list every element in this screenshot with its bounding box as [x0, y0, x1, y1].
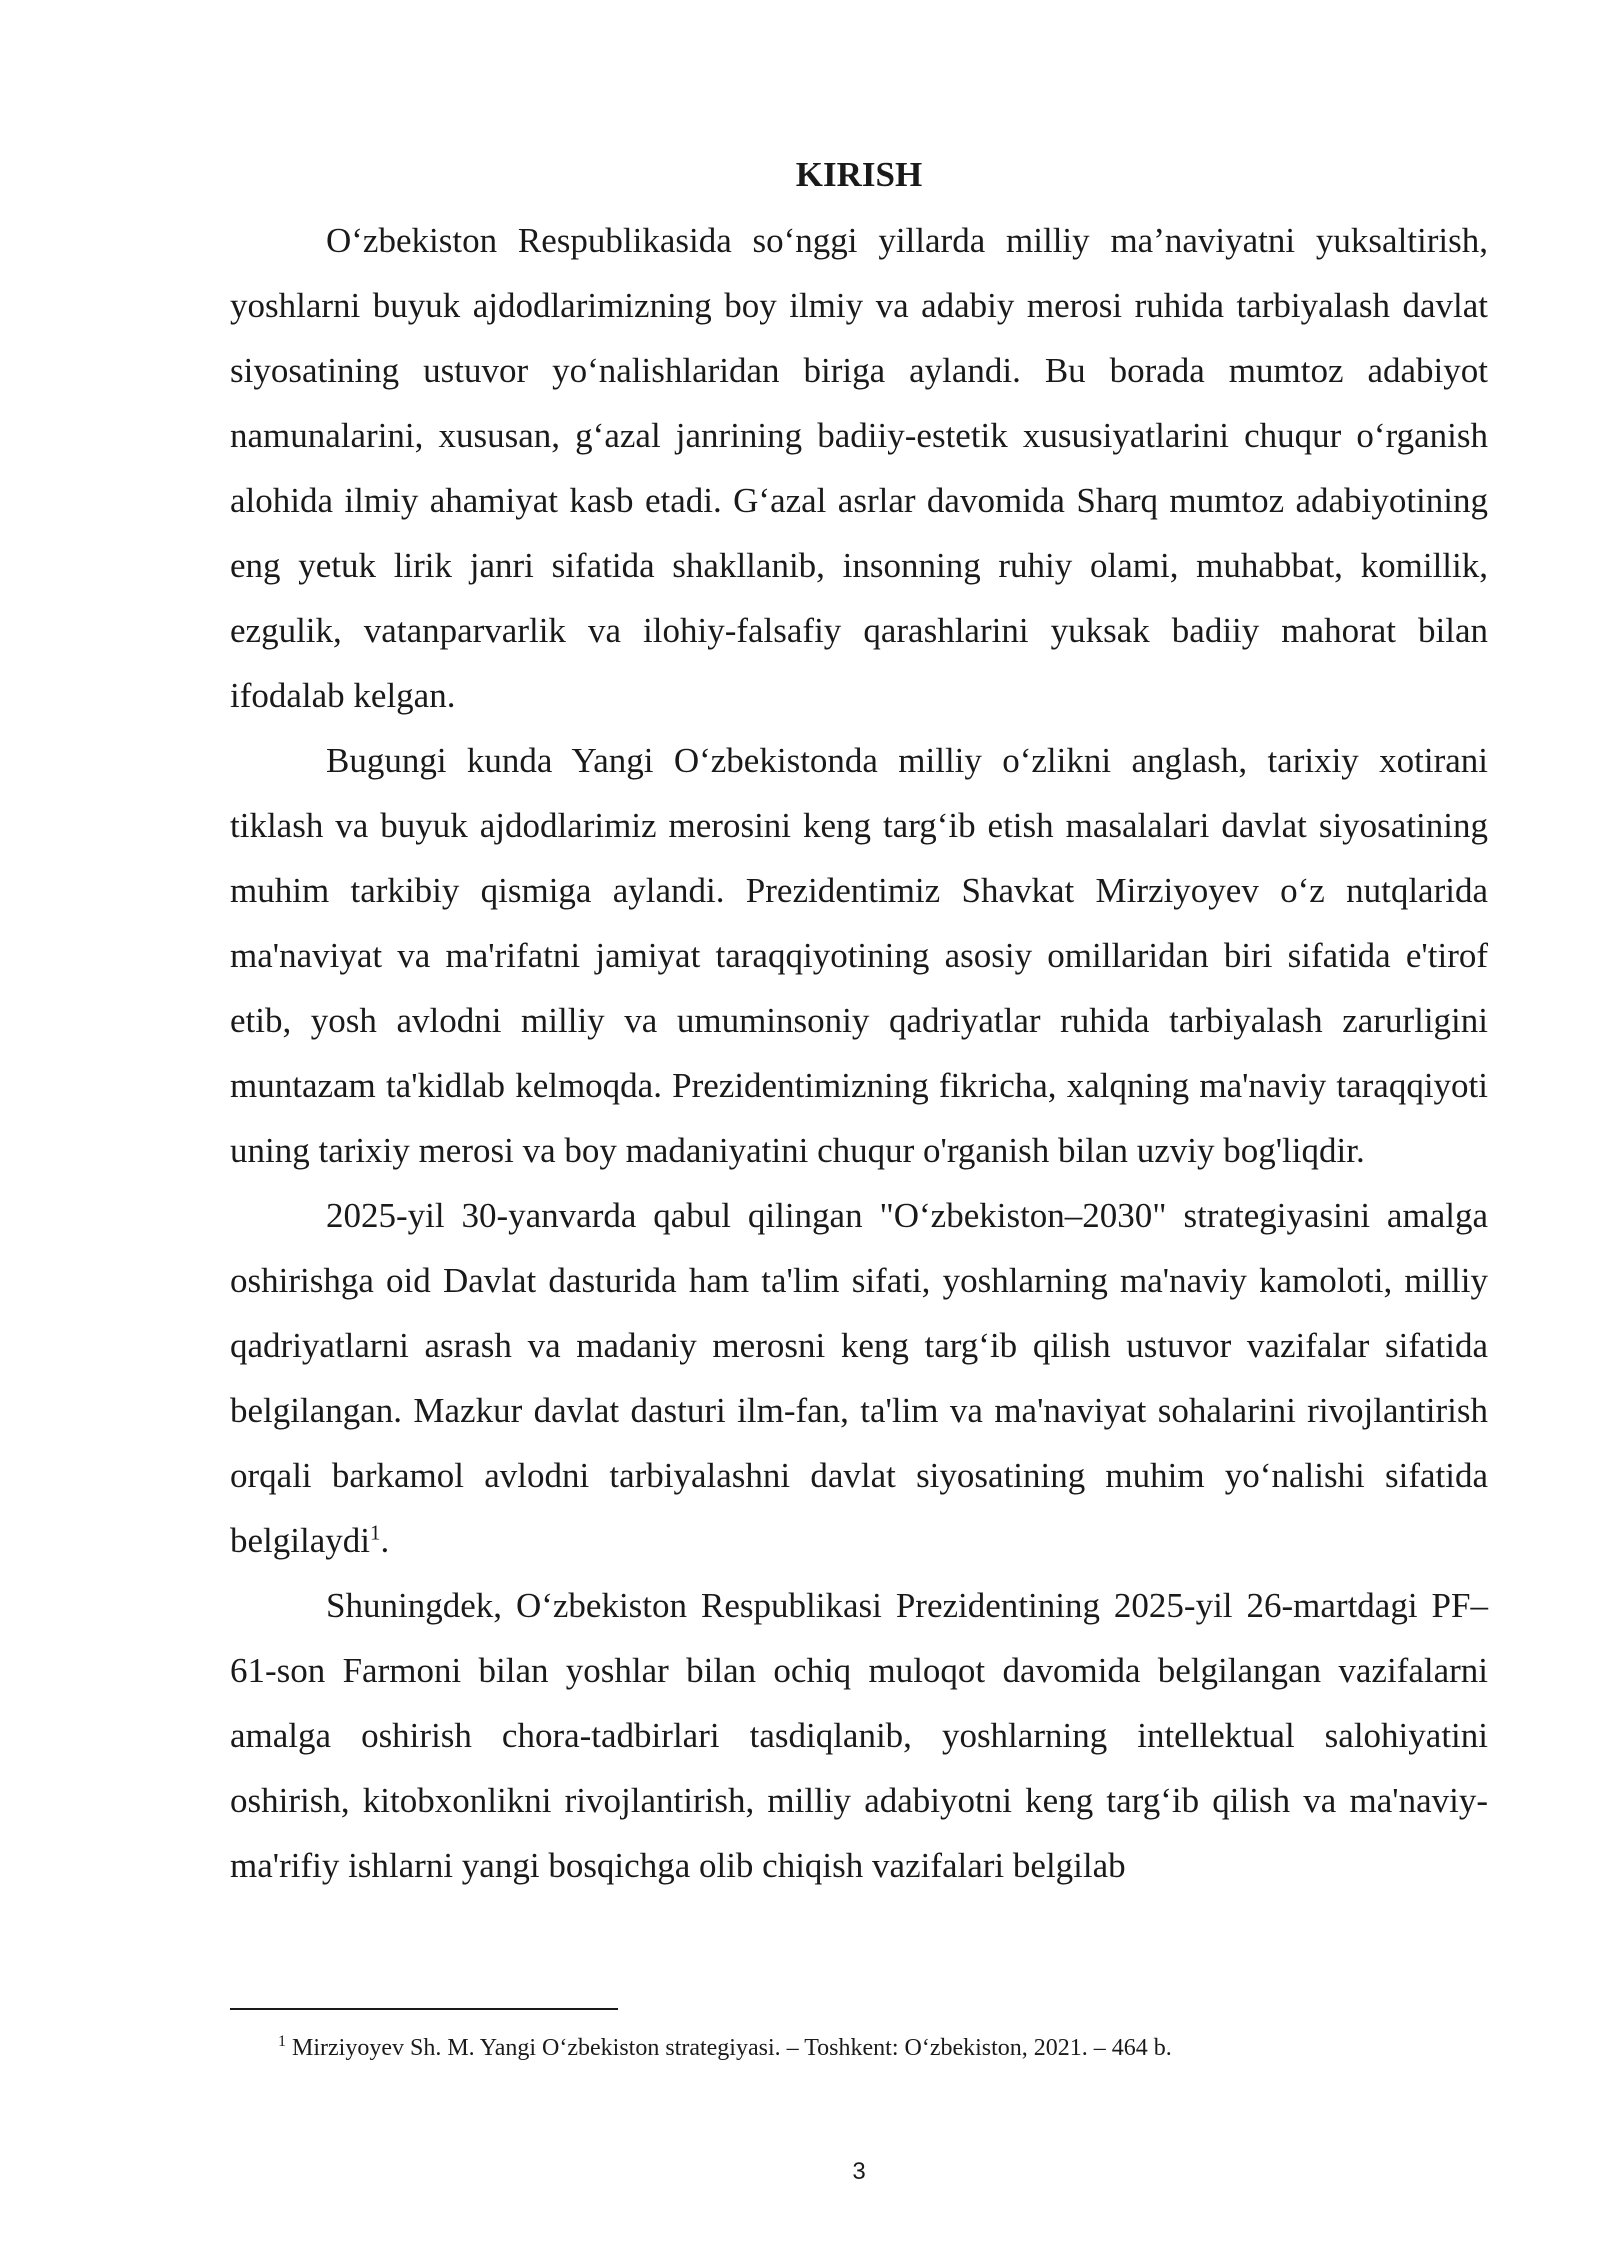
footnote-reference[interactable]: 1: [369, 1520, 381, 1545]
paragraph-4: Shuningdek, O‘zbekiston Respublikasi Prezidentining 2025-yil 26-martdagi PF–61-son Farmoni bilan yoshlar bilan ochiq muloqot davomida belgilangan vazifalarni amalga oshirish chora-tadbirlari tasdiqlanib, yoshlarning intellektual salohiyatini oshirish, kitobxonlikni rivojlantirish, milliy adabiyotni keng targ‘ib qilish va ma'naviy-ma'rifiy ishlarni yangi bosqichga olib chiqish vazifalari belgilab: [230, 1586, 1488, 1885]
paragraph-3: [230, 1183, 1488, 1573]
footnote: [230, 2030, 1488, 2066]
page-title: KIRISH: [795, 155, 923, 194]
page-number: 3: [852, 2158, 866, 2185]
paragraph-1: O‘zbekiston Respublikasida so‘nggi yillarda milliy ma’naviyatni yuksaltirish, yoshlarni buyuk ajdodlarimizning boy ilmiy va adabiy merosi ruhida tarbiyalash davlat siyosatining ustuvor yo‘nalishlaridan biriga aylandi. Bu borada mumtoz adabiyot namunalarini, xususan, g‘azal janrining badiiy-estetik xususiyatlarini chuqur o‘rganish alohida ilmiy ahamiyat kasb etadi. G‘azal asrlar davomida Sharq mumtoz adabiyotining eng yetuk lirik janri sifatida shakllanib, insonning ruhiy olami, muhabbat, komillik, ezgulik, vatanparvarlik va ilohiy-falsafiy qarashlarini yuksak badiiy mahorat bilan ifodalab kelgan.: [230, 221, 1488, 715]
paragraph-3-text: 2025-yil 30-yanvarda qabul qilingan "O‘zbekiston–2030" strategiyasini amalga oshirishga oid Davlat dasturida ham ta'lim sifati, yoshlarning ma'naviy kamoloti, milliy qadriyatlarni asrash va madaniy merosni keng targ‘ib qilish ustuvor vazifalar sifatida belgilangan. Mazkur davlat dasturi ilm-fan, ta'lim va ma'naviyat sohalarini rivojlantirish orqali barkamol avlodni tarbiyalashni davlat siyosatining muhim yo‘nalishi sifatida belgilaydi: [230, 1196, 1488, 1560]
footnote-text: Mirziyoyev Sh. M. Yangi O‘zbekiston strategiyasi. – Toshkent: O‘zbekiston, 2021. – 464 b.: [292, 2035, 1172, 2061]
footnote-separator: [230, 2008, 618, 2010]
footnote-marker: 1: [278, 2033, 286, 2050]
paragraph-3-end: .: [380, 1521, 390, 1560]
document-body: [230, 208, 1488, 1898]
paragraph-2: Bugungi kunda Yangi O‘zbekistonda milliy o‘zlikni anglash, tarixiy xotirani tiklash va buyuk ajdodlarimiz merosini keng targ‘ib etish masalalari davlat siyosatining muhim tarkibiy qismiga aylandi. Prezidentimiz Shavkat Mirziyoyev o‘z nutqlarida ma'naviyat va ma'rifatni jamiyat taraqqiyotining asosiy omillaridan biri sifatida e'tirof etib, yosh avlodni milliy va umuminsoniy qadriyatlar ruhida tarbiyalash zarurligini muntazam ta'kidlab kelmoqda. Prezidentimizning fikricha, xalqning ma'naviy taraqqiyoti uning tarixiy merosi va boy madaniyatini chuqur o'rganish bilan uzviy bog'liqdir.: [230, 741, 1488, 1170]
